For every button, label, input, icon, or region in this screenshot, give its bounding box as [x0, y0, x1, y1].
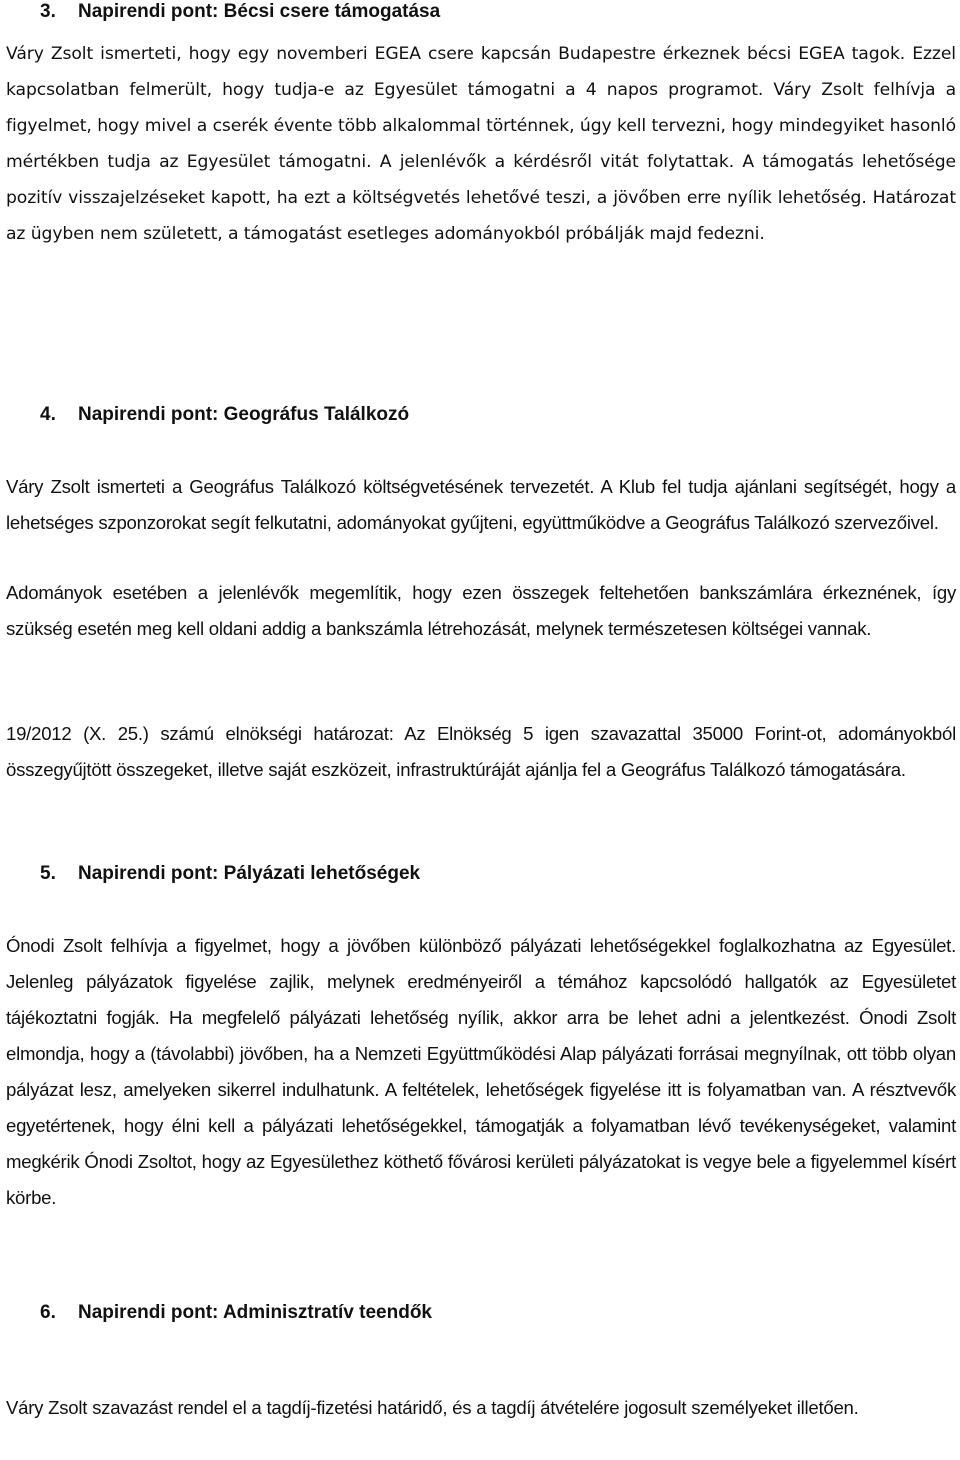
paragraph: Váry Zsolt szavazást rendel el a tagdíj-fizetési határidő, és a tagdíj átvételére jogosult személyeket illetően.: [6, 1397, 859, 1418]
paragraph: Váry Zsolt ismerteti a Geográfus Találkozó költségvetésének tervezetét. A Klub fel tudja ajánlani segítségét, hogy a lehetséges szponzorokat segít felkutatni, adományokat gyűjteni, együttműködve a Geográfus Találkozó szervezőivel.: [6, 476, 956, 533]
section-heading-4: [6, 402, 956, 428]
paragraph: Adományok esetében a jelenlévők megemlítik, hogy ezen összegek feltehetően bankszámlára érkeznének, így szükség esetén meg kell oldani addig a bankszámla létrehozását, melynek természetesen költségei vannak.: [6, 582, 956, 639]
section-number: 5.: [40, 863, 56, 884]
paragraph: Ónodi Zsolt felhívja a figyelmet, hogy a jövőben különböző pályázati lehetőségekkel foglalkozhatna az Egyesület. Jelenleg pályázatok figyelése zajlik, melynek eredményeiről a témához kapcsolódó hallgatók az Egyesületet tájékoztatni fogják. Ha megfelelő pályázati lehetőség nyílik, akkor arra be lehet adni a jelentkezést. Ónodi Zsolt elmondja, hogy a (távolabbi) jövőben, ha a Nemzeti Együttműködési Alap pályázati forrásai megnyílnak, ott több olyan pályázat lesz, amelyeken sikerrel indulhatunk. A feltételek, lehetőségek figyelése itt is folyamatban van. A résztvevők egyetértenek, hogy élni kell a pályázati lehetőségekkel, támogatják a folyamatban lévő tevékenységeket, valamint megkérik Ónodi Zsoltot, hogy az Egyesülethez köthető fővárosi kerületi pályázatokat is vegye bele a figyelemmel kísért körbe.: [6, 935, 956, 1208]
section-title: Napirendi pont: Bécsi csere támogatása: [78, 1, 441, 22]
section-title: Napirendi pont: Adminisztratív teendők: [78, 1302, 432, 1323]
section-title: Napirendi pont: Geográfus Találkozó: [78, 404, 410, 425]
resolution-paragraph: 19/2012 (X. 25.) számú elnökségi határozat: Az Elnökség 5 igen szavazattal 35000 Forint-ot, adományokból összegyűjtött összegeket, illetve saját eszközeit, infrastruktúráját ajánlja fel a Geográfus Találkozó támogatására.: [6, 723, 956, 780]
section-heading-6: [6, 1300, 956, 1326]
section-title: Napirendi pont: Pályázati lehetőségek: [78, 863, 421, 884]
section-number: 4.: [40, 404, 56, 425]
section-number: 6.: [40, 1302, 56, 1323]
paragraph: Váry Zsolt ismerteti, hogy egy novemberi EGEA csere kapcsán Budapestre érkeznek bécsi EGEA tagok. Ezzel kapcsolatban felmerült, hogy tudja-e az Egyesület támogatni a 4 napos programot. Váry Zsolt felhívja a figyelmet, hogy mivel a cserék évente több alkalommal történnek, úgy kell tervezni, hogy mindegyiket hasonló mértékben tudja az Egyesület támogatni. A jelenlévők a kérdésről vitát folytattak. A támogatás lehetősége pozitív visszajelzéseket kapott, ha ezt a költségvetés lehetővé teszi, a jövőben erre nyílik lehetőség. Határozat az ügyben nem született, a támogatást esetleges adományokból próbálják majd fedezni.: [6, 44, 956, 244]
section-heading-3: [6, 0, 956, 25]
section-heading-5: [6, 861, 956, 887]
section-number: 3.: [40, 1, 56, 22]
